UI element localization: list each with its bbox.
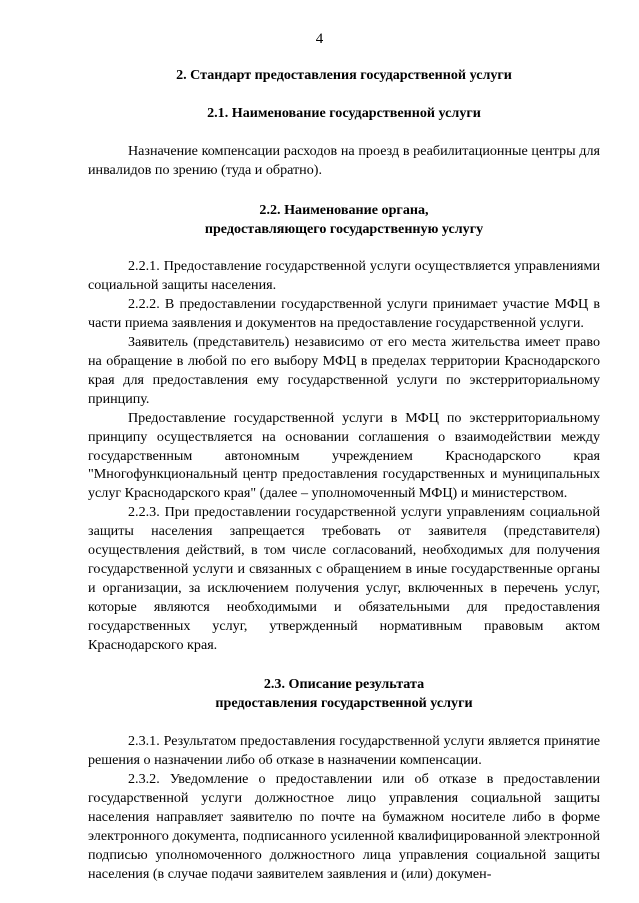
section-heading — [88, 66, 600, 85]
subsection-heading-line-1: 2.3. Описание результата — [263, 676, 425, 693]
subsection-heading-text: 2.1. Наименование государственной услуги — [207, 104, 481, 121]
paragraph-2-3-1: 2.3.1. Результатом предоставления государственной услуги является принятие решения о назначении либо об отказе в назначении компенсации. — [88, 733, 600, 769]
paragraph-2-2-2: 2.2.2. В предоставлении государственной услуги принимает участие МФЦ в части приема заявления и документов на предоставление государственной услуги. — [88, 296, 600, 332]
paragraph-2-1: Назначение компенсации расходов на проезд в реабилитационные центры для инвалидов по зрению (туда и обратно). — [88, 142, 600, 178]
subsection-heading-2-3 — [88, 675, 600, 713]
document-body — [88, 62, 600, 884]
subsection-heading-2-2 — [88, 201, 600, 239]
paragraph-2-2-1: 2.2.1. Предоставление государственной услуги осуществляется управлениями социальной защиты населения. — [88, 258, 600, 294]
paragraph-2-2-3: 2.2.3. При предоставлении государственной услуги управлениям социальной защиты населения запрещается требовать от заявителя (представителя) осуществления действий, в том числе согласований, необходимых для получения государственной услуги и связанных с обращением в иные государственные органы и организации, за исключением получения услуг, включенных в перечень услуг, которые являются необходимыми и обязательными для предоставления государственных услуг, утвержденный нормативным правовым актом Краснодарского края. — [88, 504, 600, 653]
paragraph-2-3-2: 2.3.2. Уведомление о предоставлении или об отказе в предоставлении государственной услуги должностное лицо управления социальной защиты населения направляет заявителю по почте на бумажном носителе либо в форме электронного документа, подписанного усиленной квалифицированной электронной подписью уполномоченного должностного лица управления социальной защиты населения (в случае подачи заявителем заявления и (или) докумен- — [88, 771, 600, 882]
subsection-heading-line-1: 2.2. Наименование органа, — [259, 201, 429, 218]
subsection-heading-2-1 — [88, 104, 600, 123]
section-heading-text: 2. Стандарт предоставления государственной услуги — [176, 67, 512, 83]
paragraph-applicant-right: Заявитель (представитель) независимо от его места жительства имеет право на обращение в любой по его выбору МФЦ в пределах территории Краснодарского края для предоставления ему государственной услуги по экстерриториальному принципу. — [88, 334, 600, 407]
page-number: 4 — [315, 31, 324, 47]
subsection-heading-line-2: предоставления государственной услуги — [215, 695, 473, 712]
subsection-heading-line-2: предоставляющего государственную услугу — [204, 220, 484, 237]
paragraph-mfc-agreement: Предоставление государственной услуги в МФЦ по экстерриториальному принципу осуществляется на основании соглашения о взаимодействии между государственным автономным учреждением Краснодарского края "Многофункциональный центр предоставления государственных и муниципальных услуг Краснодарского края" (далее – уполномоченный МФЦ) и министерством. — [88, 409, 600, 502]
